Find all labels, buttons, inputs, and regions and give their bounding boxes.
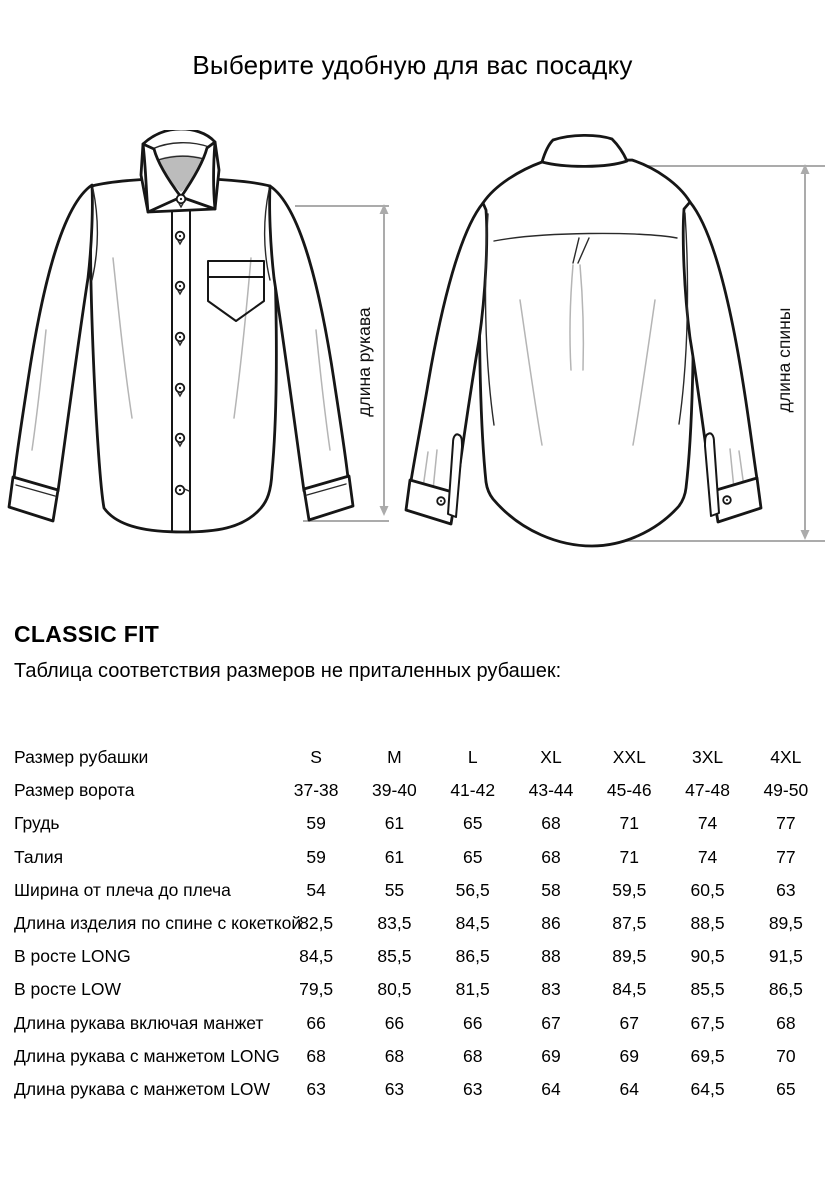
size-cell: 77 bbox=[776, 813, 796, 834]
size-cell: 83,5 bbox=[377, 913, 412, 934]
sleeve-length-label: длина рукава bbox=[354, 307, 374, 417]
size-cell: 84,5 bbox=[299, 946, 334, 967]
size-cell: 59 bbox=[306, 846, 326, 867]
size-cell: 54 bbox=[306, 879, 326, 900]
size-cell: S bbox=[310, 747, 322, 768]
size-cell: 74 bbox=[697, 813, 718, 834]
table-caption: Таблица соответствия размеров не приталенных рубашек: bbox=[14, 660, 562, 682]
size-cell: 81,5 bbox=[455, 979, 490, 1000]
size-cell: 49-50 bbox=[763, 780, 809, 801]
size-cell: 68 bbox=[541, 846, 561, 867]
size-cell: 3XL bbox=[691, 747, 724, 768]
size-cell: 88 bbox=[541, 946, 561, 967]
size-cell: 45-46 bbox=[606, 780, 652, 801]
size-cell: 61 bbox=[384, 813, 405, 834]
size-cell: 68 bbox=[541, 813, 561, 834]
size-cell: 65 bbox=[462, 846, 483, 867]
size-cell: 64,5 bbox=[690, 1078, 725, 1099]
size-cell: 63 bbox=[306, 1078, 326, 1099]
size-cell: 68 bbox=[776, 1012, 796, 1033]
fit-heading: CLASSIC FIT bbox=[14, 621, 160, 647]
size-cell: 68 bbox=[306, 1045, 326, 1066]
size-cell: 85,5 bbox=[377, 946, 412, 967]
size-cell: M bbox=[387, 747, 402, 768]
size-cell: XL bbox=[540, 747, 562, 768]
size-cell: 67 bbox=[541, 1012, 561, 1033]
shirt-front-drawing bbox=[9, 130, 353, 532]
size-cell: 86,5 bbox=[768, 979, 803, 1000]
size-cell: 41-42 bbox=[450, 780, 496, 801]
size-table bbox=[0, 741, 825, 1106]
row-label: Грудь bbox=[14, 813, 60, 834]
size-cell: 64 bbox=[619, 1078, 640, 1099]
size-cell: 59 bbox=[306, 813, 326, 834]
shirt-back-drawing bbox=[406, 135, 761, 546]
size-cell: 85,5 bbox=[690, 979, 725, 1000]
size-cell: 65 bbox=[462, 813, 483, 834]
size-cell: 82,5 bbox=[299, 913, 334, 934]
size-cell: 89,5 bbox=[768, 913, 803, 934]
size-cell: 67,5 bbox=[690, 1012, 725, 1033]
size-cell: 55 bbox=[384, 879, 405, 900]
row-label: Длина рукава с манжетом LOW bbox=[14, 1078, 271, 1099]
size-cell: 71 bbox=[619, 813, 640, 834]
size-cell: 47-48 bbox=[685, 780, 730, 801]
size-cell: 69 bbox=[619, 1045, 640, 1066]
row-label: Длина рукава включая манжет bbox=[14, 1012, 264, 1033]
size-cell: 68 bbox=[462, 1045, 483, 1066]
size-cell: 70 bbox=[776, 1045, 796, 1066]
row-label: Длина изделия по спине с кокеткой bbox=[14, 913, 302, 934]
size-cell: 66 bbox=[462, 1012, 483, 1033]
size-cell: 37-38 bbox=[293, 780, 339, 801]
size-cell: 80,5 bbox=[377, 979, 412, 1000]
size-cell: 77 bbox=[776, 846, 796, 867]
row-label: Размер рубашки bbox=[14, 747, 149, 768]
size-cell: XXL bbox=[612, 747, 646, 768]
shirt-diagram bbox=[0, 130, 825, 575]
size-cell: 58 bbox=[541, 879, 561, 900]
size-cell: 89,5 bbox=[612, 946, 647, 967]
size-cell: 84,5 bbox=[455, 913, 490, 934]
size-cell: 66 bbox=[384, 1012, 405, 1033]
size-cell: 90,5 bbox=[690, 946, 725, 967]
size-cell: 87,5 bbox=[612, 913, 647, 934]
row-label: Размер ворота bbox=[14, 780, 135, 801]
size-cell: 63 bbox=[776, 879, 796, 900]
size-cell: 71 bbox=[619, 846, 640, 867]
size-cell: 56,5 bbox=[455, 879, 490, 900]
size-cell: 65 bbox=[776, 1078, 796, 1099]
size-cell: 60,5 bbox=[690, 879, 725, 900]
size-cell: 59,5 bbox=[612, 879, 647, 900]
size-cell: 69,5 bbox=[690, 1045, 725, 1066]
size-cell: 88,5 bbox=[690, 913, 725, 934]
size-cell: 66 bbox=[306, 1012, 326, 1033]
size-cell: 83 bbox=[541, 979, 561, 1000]
row-label: Ширина от плеча до плеча bbox=[14, 879, 231, 900]
back-length-label: длина спины bbox=[774, 307, 794, 413]
size-cell: 69 bbox=[541, 1045, 561, 1066]
size-cell: 4XL bbox=[770, 747, 802, 768]
size-cell: 39-40 bbox=[372, 780, 417, 801]
row-label: В росте LOW bbox=[14, 979, 122, 1000]
size-cell: 63 bbox=[384, 1078, 405, 1099]
row-label: Длина рукава с манжетом LONG bbox=[14, 1045, 280, 1066]
size-cell: 91,5 bbox=[768, 946, 803, 967]
size-cell: 67 bbox=[619, 1012, 640, 1033]
size-cell: 79,5 bbox=[299, 979, 334, 1000]
row-label: Талия bbox=[14, 846, 64, 867]
row-label: В росте LONG bbox=[14, 946, 131, 967]
size-cell: 61 bbox=[384, 846, 405, 867]
size-cell: 86 bbox=[541, 913, 561, 934]
size-cell: 84,5 bbox=[612, 979, 647, 1000]
size-cell: 86,5 bbox=[455, 946, 490, 967]
size-cell: 68 bbox=[384, 1045, 405, 1066]
size-cell: 64 bbox=[541, 1078, 561, 1099]
size-cell: L bbox=[467, 747, 478, 768]
page-title: Выберите удобную для вас посадку bbox=[192, 50, 633, 80]
size-cell: 74 bbox=[697, 846, 718, 867]
size-cell: 63 bbox=[462, 1078, 483, 1099]
size-cell: 43-44 bbox=[528, 780, 574, 801]
